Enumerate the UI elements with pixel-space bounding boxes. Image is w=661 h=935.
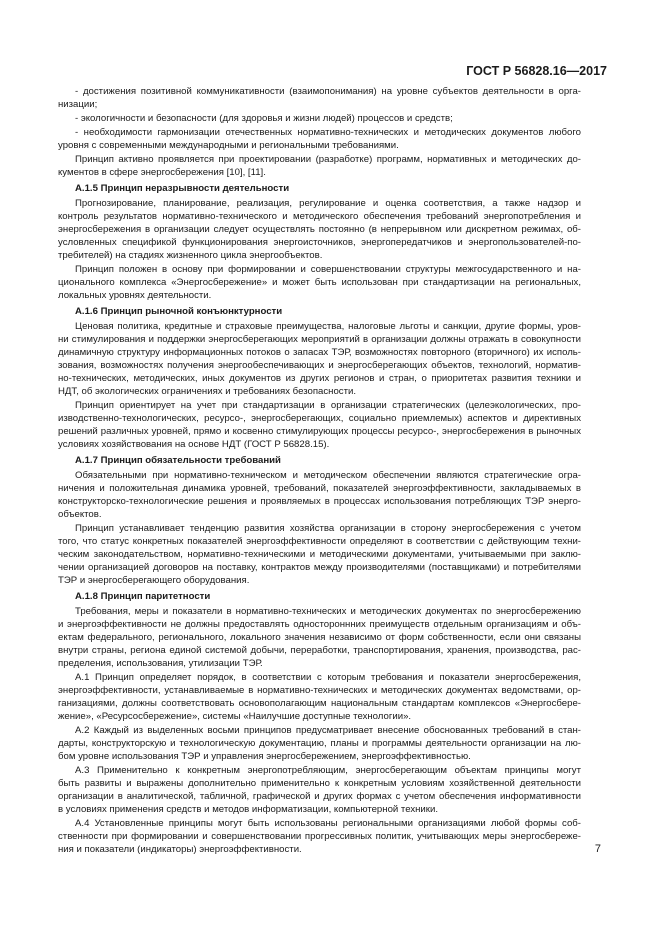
text-line: ганизациями, должны соответствовать основополагающим национальным стандартам комплексов «Энергосбере- xyxy=(58,698,581,709)
text-line: требителей) на стадиях жизненного цикла энергообъектов. xyxy=(58,250,323,261)
text-line: ничения и положительная динамика уровней, требований, показателей энергоэффективности, закладываемых в xyxy=(58,483,581,494)
section-heading: А.1.8 Принцип паритетности xyxy=(75,591,211,602)
text-line: Требования, меры и показатели в нормативно-технических и методических документах по энергосбережению xyxy=(75,606,581,617)
text-line: НДТ, об экологических ограничениях и требованиях безопасности. xyxy=(58,386,357,397)
text-line: конструкторско-технологические решения и проявляемых в процессах использования потребляющих ТЭР энерго- xyxy=(58,496,581,507)
text-line: динамичную структуру информационных потоков о запасах ТЭР, возможностях повторного (вторичного) их исполь- xyxy=(58,347,581,358)
paragraph xyxy=(58,112,581,125)
text-line: кументов в сфере энергосбережения [10], [11]. xyxy=(58,167,266,178)
document-header-id: ГОСТ Р 56828.16—2017 xyxy=(466,64,607,78)
text-line: контроль результатов нормативно-технического и методического обеспечения требований энергопотребления и xyxy=(58,211,581,222)
text-line: организации в аналитической, табличной, графической и других формах с учетом обеспечения информативности xyxy=(58,791,581,802)
paragraph xyxy=(58,263,581,302)
text-line: условленных спецификой функционирования энергоисточников, энергопередатчиков и энергопользователей-по- xyxy=(58,237,581,248)
text-line: условиях хозяйствования на основе НДТ (ГОСТ Р 56828.15). xyxy=(58,439,330,450)
text-line: Принцип устанавливает тенденцию развития хозяйства организации в сторону энергосбережения с учетом xyxy=(75,523,581,534)
section-heading: А.1.7 Принцип обязательности требований xyxy=(75,455,281,466)
text-line: уровня с современными международными и региональными требованиями. xyxy=(58,140,399,151)
paragraph xyxy=(58,320,581,398)
text-line: А.1 Принцип определяет порядок, в соответствии с которым требования и показатели энергосбережения, xyxy=(75,672,581,683)
text-line: изводственно-технологических, ресурсо-, энергосберегающих, социально приемлемых) аспектов и директивных xyxy=(58,413,581,424)
text-line: Ценовая политика, кредитные и страховые преимущества, налоговые льготы и санкции, другие формы, уров- xyxy=(75,321,581,332)
paragraph xyxy=(58,724,581,763)
text-line: - необходимости гармонизации отечественных нормативно-технических и методических документов любого xyxy=(75,127,581,138)
paragraph xyxy=(58,764,581,816)
paragraph xyxy=(58,671,581,723)
text-line: но-технических, методических, иных документов из других регионов и стран, о приоритетах развития техники и xyxy=(58,373,581,384)
text-line: в условиях применения средств и методов информатизации, компьютерной техники. xyxy=(58,804,439,815)
text-line: - достижения позитивной коммуникативности (взаимопонимания) на уровне субъектов деятельности в орга- xyxy=(75,86,581,97)
text-line: дарты, конструкторскую и технологическую документацию, планы и программы деятельности организации на лю- xyxy=(58,738,581,749)
text-line: ственности при формировании и совершенствовании прогрессивных политик, учитывающих меры энергосбереже- xyxy=(58,831,581,842)
text-line: энергосбережения в организации следует осуществлять постоянно (в непрерывном или дискретном режимах, об- xyxy=(58,224,581,235)
text-line: ектам федерального, регионального, локального значения независимо от форм собственности, если они связаны xyxy=(58,632,581,643)
text-line: энергоэффективности, устанавливаемые в нормативно-технических и методических документах ведомствами, ор- xyxy=(58,685,581,696)
text-line: пределения, использования, утилизации ТЭР. xyxy=(58,658,263,669)
page-number: 7 xyxy=(594,843,601,855)
text-line: А.3 Применительно к конкретным энергопотребляющим, энергосберегающим объектам принципы могут xyxy=(75,765,581,776)
text-line: ни стимулирования и поддержки энергосберегающих мероприятий в организации должны отражать в совокупности xyxy=(58,334,581,345)
paragraph xyxy=(58,399,581,451)
text-line: Принцип ориентирует на учет при стандартизации в организации стратегических (целеэкологических, про- xyxy=(75,400,581,411)
text-line: и энергоэффективности не должны предоставлять одностороннних преимуществ отдельным организациям и объ- xyxy=(58,619,581,630)
document-body xyxy=(58,85,581,857)
text-line: ческим законодательством, нормативно-техническими и методическими документами, учитываемыми при заклю- xyxy=(58,549,581,560)
text-line: чении организацией договоров на поставку, контрактов между производителями (поставщиками) и потребителями xyxy=(58,562,581,573)
text-line: того, что статус конкретных показателей энергоэффективности определяют в соответствии с действующим техни- xyxy=(58,536,581,547)
text-line: внутри страны, региона единой системой добычи, переработки, транспортирования, хранения, производства, рас- xyxy=(58,645,581,656)
text-line: - экологичности и безопасности (для здоровья и жизни людей) процессов и средств; xyxy=(75,113,453,124)
text-line: А.4 Установленные принципы могут быть использованы региональными организациями любой формы соб- xyxy=(75,818,581,829)
text-line: ТЭР и энергосберегающего оборудования. xyxy=(58,575,250,586)
text-line: ционального комплекса «Энергосбережение» и может быть использован при стандартизации на региональных, xyxy=(58,277,581,288)
paragraph xyxy=(58,817,581,856)
text-line: быть развиты и выражены дополнительно применительно к конкретным условиям хозяйственной деятельности xyxy=(58,778,581,789)
text-line: А.2 Каждый из выделенных восьми принципов предусматривает внесение обоснованных требований в стан- xyxy=(75,725,581,736)
text-line: зования, возможностях получения энергообеспечивающих и энергосберегающих объектов, технологий, норматив- xyxy=(58,360,581,371)
text-line: Обязательными при нормативно-техническом и методическом обеспечении являются стратегические огра- xyxy=(75,470,581,481)
paragraph xyxy=(58,605,581,670)
text-line: Прогнозирование, планирование, реализация, регулирование и оценка соответствия, а также надзор и xyxy=(75,198,581,209)
paragraph xyxy=(58,469,581,521)
paragraph xyxy=(58,126,581,152)
text-line: решений различных уровней, прямо и косвенно стимулирующих процессы ресурсо-, энергосбережения в рыночных xyxy=(58,426,581,437)
section-heading: А.1.5 Принцип неразрывности деятельности xyxy=(75,183,290,194)
text-line: Принцип активно проявляется при проектировании (разработке) программ, нормативных и методических до- xyxy=(75,154,581,165)
text-line: низации; xyxy=(58,99,98,110)
text-line: жение», «Ресурсосбережение», системы «Наилучшие доступные технологии». xyxy=(58,711,412,722)
text-line: ния и показатели (индикаторы) энергоэффективности. xyxy=(58,844,302,855)
text-line: объектов. xyxy=(58,509,102,520)
paragraph xyxy=(58,197,581,262)
text-line: бом уровне использования ТЭР и управления энергосбережением, энергоэффективностью. xyxy=(58,751,471,762)
paragraph xyxy=(58,522,581,587)
section-heading: А.1.6 Принцип рыночной конъюнктурности xyxy=(75,306,283,317)
text-line: локальных уровнях деятельности. xyxy=(58,290,212,301)
paragraph xyxy=(58,85,581,111)
text-line: Принцип положен в основу при формировании и совершенствовании структуры межгосударственного и на- xyxy=(75,264,581,275)
paragraph xyxy=(58,153,581,179)
